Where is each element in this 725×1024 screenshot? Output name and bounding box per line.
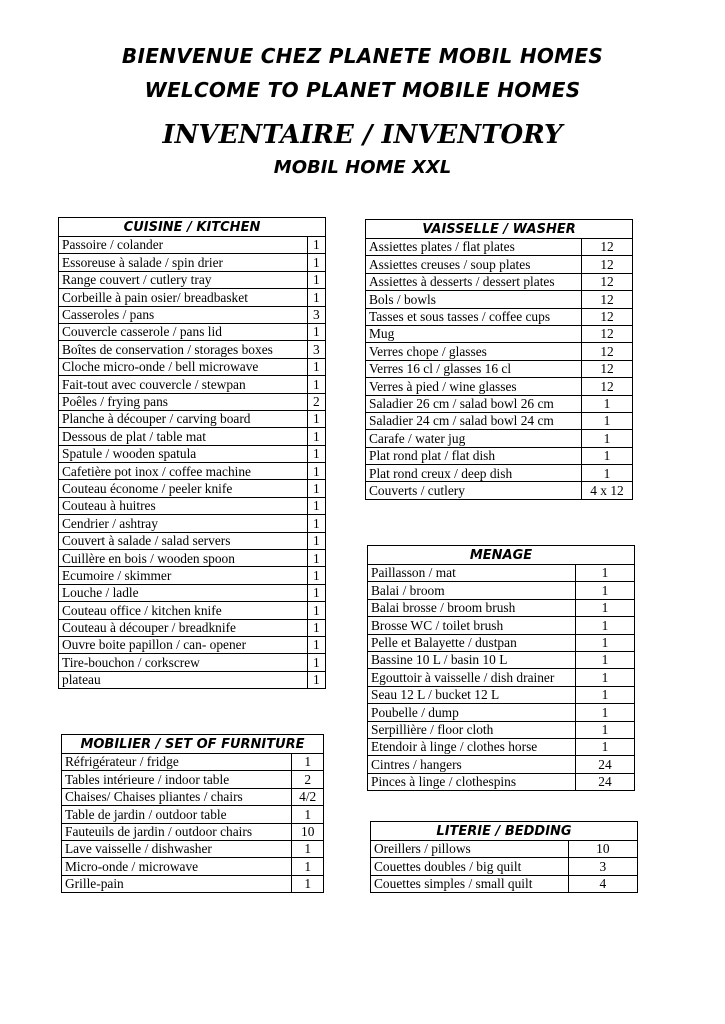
item-name: Cafetière pot inox / coffee machine [59, 463, 308, 480]
item-name: Boîtes de conservation / storages boxes [59, 341, 308, 358]
item-quantity: 1 [307, 654, 325, 671]
table-row [59, 515, 326, 532]
table-row [368, 651, 635, 668]
item-name: Réfrigérateur / fridge [62, 754, 292, 771]
item-quantity: 12 [582, 308, 633, 325]
item-quantity: 1 [307, 515, 325, 532]
item-quantity: 3 [307, 341, 325, 358]
item-name: Couettes simples / small quilt [371, 875, 569, 892]
table-row [59, 306, 326, 323]
table-row [366, 360, 633, 377]
item-quantity: 3 [568, 858, 637, 875]
item-name: Essoreuse à salade / spin drier [59, 254, 308, 271]
item-name: Plat rond plat / flat dish [366, 447, 582, 464]
table-row [371, 875, 638, 892]
item-quantity: 1 [575, 704, 634, 721]
item-quantity: 1 [307, 567, 325, 584]
table-row [371, 858, 638, 875]
item-quantity: 2 [307, 393, 325, 410]
item-name: Verres chope / glasses [366, 343, 582, 360]
table-row [368, 738, 635, 755]
item-quantity: 1 [307, 463, 325, 480]
item-name: Pinces à linge / clothespins [368, 773, 576, 790]
item-quantity: 1 [575, 582, 634, 599]
table-row [59, 323, 326, 340]
table-row [366, 239, 633, 256]
item-name: Poubelle / dump [368, 704, 576, 721]
item-name: Couettes doubles / big quilt [371, 858, 569, 875]
table-row [366, 378, 633, 395]
item-quantity: 1 [292, 875, 324, 892]
table-row [59, 358, 326, 375]
item-name: Mug [366, 325, 582, 342]
item-name: plateau [59, 671, 308, 688]
item-name: Pelle et Balayette / dustpan [368, 634, 576, 651]
table-row [368, 565, 635, 582]
item-name: Ecumoire / skimmer [59, 567, 308, 584]
item-quantity: 12 [582, 273, 633, 290]
table-row [59, 636, 326, 653]
item-quantity: 1 [307, 254, 325, 271]
item-name: Assiettes plates / flat plates [366, 239, 582, 256]
page-subtitle: MOBIL HOME XXL [273, 157, 452, 178]
item-name: Corbeille à pain osier/ breadbasket [59, 289, 308, 306]
item-name: Range couvert / cutlery tray [59, 271, 308, 288]
item-name: Verres 16 cl / glasses 16 cl [366, 360, 582, 377]
table-row [368, 721, 635, 738]
item-name: Cendrier / ashtray [59, 515, 308, 532]
item-quantity: 1 [582, 395, 633, 412]
furniture-title: MOBILIER / SET OF FURNITURE [62, 735, 324, 754]
table-row [59, 254, 326, 271]
item-name: Oreillers / pillows [371, 841, 569, 858]
item-quantity: 24 [575, 773, 634, 790]
item-quantity: 3 [307, 306, 325, 323]
table-row [59, 341, 326, 358]
table-row [59, 584, 326, 601]
kitchen-table [58, 217, 326, 689]
item-quantity: 1 [292, 754, 324, 771]
table-row [366, 412, 633, 429]
item-quantity: 1 [307, 550, 325, 567]
table-row [368, 773, 635, 790]
table-row [59, 480, 326, 497]
item-quantity: 12 [582, 291, 633, 308]
item-name: Etendoir à linge / clothes horse [368, 738, 576, 755]
table-row [368, 704, 635, 721]
item-name: Cuillère en bois / wooden spoon [59, 550, 308, 567]
item-quantity: 1 [307, 410, 325, 427]
item-name: Couteau économe / peeler knife [59, 480, 308, 497]
bedding-title: LITERIE / BEDDING [371, 822, 638, 841]
item-name: Cintres / hangers [368, 756, 576, 773]
item-quantity: 2 [292, 771, 324, 788]
item-name: Couvercle casserole / pans lid [59, 323, 308, 340]
table-row [366, 273, 633, 290]
table-row [368, 582, 635, 599]
item-name: Assiettes creuses / soup plates [366, 256, 582, 273]
item-quantity: 1 [307, 323, 325, 340]
item-name: Poêles / frying pans [59, 393, 308, 410]
item-name: Balai brosse / broom brush [368, 599, 576, 616]
washer-title: VAISSELLE / WASHER [366, 220, 633, 239]
menage-title: MENAGE [368, 546, 635, 565]
item-name: Spatule / wooden spatula [59, 445, 308, 462]
item-name: Brosse WC / toilet brush [368, 617, 576, 634]
table-row [62, 823, 324, 840]
table-row [59, 550, 326, 567]
table-row [62, 840, 324, 857]
menage-table [367, 545, 635, 791]
table-row [366, 343, 633, 360]
table-row [59, 393, 326, 410]
table-row [368, 617, 635, 634]
item-quantity: 1 [307, 636, 325, 653]
item-quantity: 1 [575, 686, 634, 703]
item-quantity: 1 [575, 599, 634, 616]
item-name: Bols / bowls [366, 291, 582, 308]
item-name: Tire-bouchon / corkscrew [59, 654, 308, 671]
item-name: Cloche micro-onde / bell microwave [59, 358, 308, 375]
item-quantity: 1 [307, 428, 325, 445]
item-quantity: 1 [575, 721, 634, 738]
table-row [59, 567, 326, 584]
table-row [368, 756, 635, 773]
item-quantity: 1 [582, 412, 633, 429]
welcome-heading-en: WELCOME TO PLANET MOBILE HOMES [144, 78, 581, 102]
item-quantity: 1 [575, 651, 634, 668]
item-name: Passoire / colander [59, 237, 308, 254]
table-row [59, 654, 326, 671]
table-row [59, 602, 326, 619]
item-name: Tasses et sous tasses / coffee cups [366, 308, 582, 325]
item-name: Couteau à découper / breadknife [59, 619, 308, 636]
item-quantity: 10 [292, 823, 324, 840]
item-quantity: 1 [292, 840, 324, 857]
table-row [366, 395, 633, 412]
item-quantity: 1 [307, 497, 325, 514]
table-row [62, 806, 324, 823]
table-row [366, 447, 633, 464]
item-quantity: 1 [307, 480, 325, 497]
washer-table [365, 219, 633, 500]
item-quantity: 1 [292, 858, 324, 875]
item-name: Couvert à salade / salad servers [59, 532, 308, 549]
item-name: Balai / broom [368, 582, 576, 599]
table-row [59, 619, 326, 636]
table-row [368, 634, 635, 651]
welcome-heading-fr: BIENVENUE CHEZ PLANETE MOBIL HOMES [121, 44, 604, 68]
item-name: Egouttoir à vaisselle / dish drainer [368, 669, 576, 686]
item-quantity: 4 x 12 [582, 482, 633, 499]
kitchen-title: CUISINE / KITCHEN [59, 218, 326, 237]
item-quantity: 1 [307, 445, 325, 462]
table-row [366, 291, 633, 308]
item-quantity: 1 [575, 565, 634, 582]
item-quantity: 1 [307, 602, 325, 619]
table-row [366, 256, 633, 273]
table-row [366, 325, 633, 342]
table-row [59, 271, 326, 288]
item-name: Seau 12 L / bucket 12 L [368, 686, 576, 703]
item-name: Dessous de plat / table mat [59, 428, 308, 445]
item-quantity: 1 [307, 532, 325, 549]
table-row [62, 858, 324, 875]
table-row [59, 463, 326, 480]
item-quantity: 1 [292, 806, 324, 823]
item-name: Fauteuils de jardin / outdoor chairs [62, 823, 292, 840]
table-row [368, 686, 635, 703]
table-row [59, 410, 326, 427]
item-name: Paillasson / mat [368, 565, 576, 582]
item-name: Carafe / water jug [366, 430, 582, 447]
item-quantity: 1 [307, 237, 325, 254]
item-name: Couteau à huitres [59, 497, 308, 514]
item-quantity: 12 [582, 360, 633, 377]
item-quantity: 1 [575, 617, 634, 634]
item-quantity: 4 [568, 875, 637, 892]
page-title: INVENTAIRE / INVENTORY [162, 120, 563, 150]
table-row [371, 841, 638, 858]
item-name: Ouvre boite papillon / can- opener [59, 636, 308, 653]
item-quantity: 12 [582, 325, 633, 342]
item-quantity: 1 [307, 376, 325, 393]
item-name: Micro-onde / microwave [62, 858, 292, 875]
item-name: Fait-tout avec couvercle / stewpan [59, 376, 308, 393]
item-name: Lave vaisselle / dishwasher [62, 840, 292, 857]
item-quantity: 1 [575, 634, 634, 651]
item-name: Couteau office / kitchen knife [59, 602, 308, 619]
item-quantity: 1 [582, 465, 633, 482]
item-quantity: 1 [582, 447, 633, 464]
item-quantity: 1 [307, 671, 325, 688]
item-quantity: 1 [307, 619, 325, 636]
table-row [59, 445, 326, 462]
table-row [59, 237, 326, 254]
table-row [368, 669, 635, 686]
bedding-table [370, 821, 638, 893]
item-name: Plat rond creux / deep dish [366, 465, 582, 482]
table-row [59, 376, 326, 393]
item-name: Table de jardin / outdoor table [62, 806, 292, 823]
table-row [62, 875, 324, 892]
item-name: Saladier 24 cm / salad bowl 24 cm [366, 412, 582, 429]
item-quantity: 1 [575, 738, 634, 755]
table-row [59, 428, 326, 445]
item-name: Assiettes à desserts / dessert plates [366, 273, 582, 290]
table-row [59, 497, 326, 514]
table-row [366, 430, 633, 447]
table-row [62, 771, 324, 788]
item-name: Casseroles / pans [59, 306, 308, 323]
table-row [62, 788, 324, 805]
table-row [59, 289, 326, 306]
item-name: Bassine 10 L / basin 10 L [368, 651, 576, 668]
table-row [368, 599, 635, 616]
item-quantity: 10 [568, 841, 637, 858]
item-name: Couverts / cutlery [366, 482, 582, 499]
item-quantity: 12 [582, 378, 633, 395]
item-quantity: 1 [582, 430, 633, 447]
item-quantity: 1 [307, 584, 325, 601]
item-name: Saladier 26 cm / salad bowl 26 cm [366, 395, 582, 412]
item-quantity: 12 [582, 343, 633, 360]
item-name: Grille-pain [62, 875, 292, 892]
item-quantity: 1 [307, 358, 325, 375]
item-quantity: 12 [582, 256, 633, 273]
table-row [59, 532, 326, 549]
item-quantity: 12 [582, 239, 633, 256]
table-row [59, 671, 326, 688]
item-name: Planche à découper / carving board [59, 410, 308, 427]
item-name: Louche / ladle [59, 584, 308, 601]
item-name: Chaises/ Chaises pliantes / chairs [62, 788, 292, 805]
table-row [366, 482, 633, 499]
item-quantity: 1 [307, 271, 325, 288]
table-row [62, 754, 324, 771]
item-name: Tables intérieure / indoor table [62, 771, 292, 788]
item-quantity: 1 [307, 289, 325, 306]
item-quantity: 1 [575, 669, 634, 686]
furniture-table [61, 734, 324, 893]
item-name: Verres à pied / wine glasses [366, 378, 582, 395]
table-row [366, 465, 633, 482]
item-name: Serpillière / floor cloth [368, 721, 576, 738]
item-quantity: 4/2 [292, 788, 324, 805]
item-quantity: 24 [575, 756, 634, 773]
table-row [366, 308, 633, 325]
